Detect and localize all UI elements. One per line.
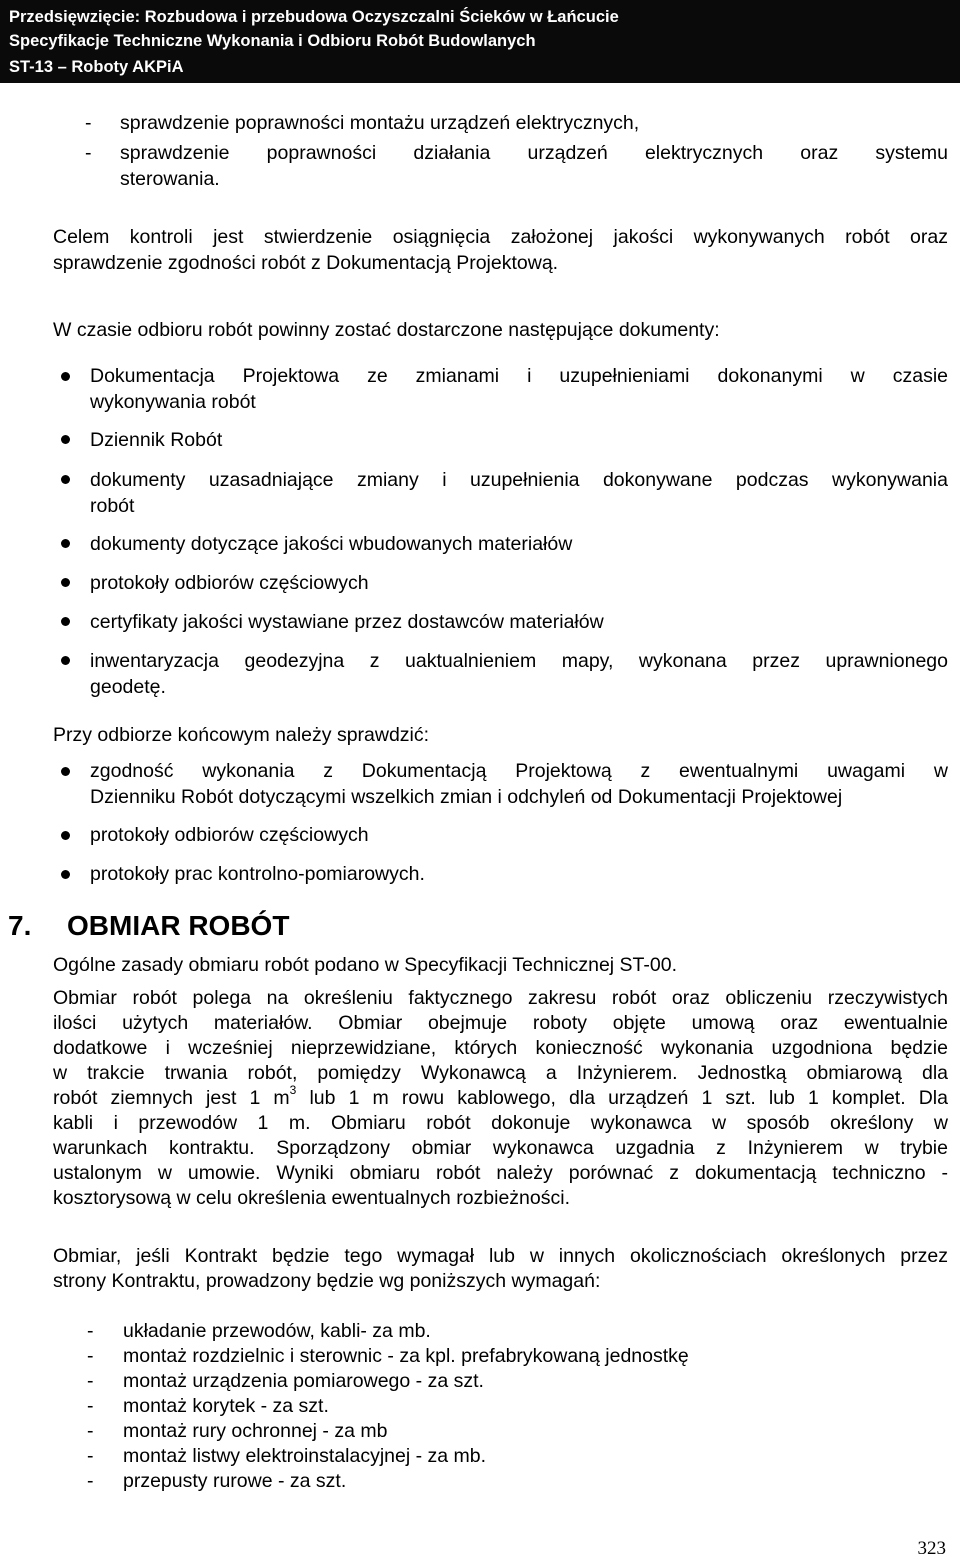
list-dash: - <box>87 1345 94 1367</box>
list-item-continuation: geodetę. <box>90 676 166 698</box>
paragraph-line: warunkach kontraktu. Sporządzony obmiar wykonawca uzgadnia z Inżynierem w trybie <box>53 1137 948 1159</box>
list-item-continuation: Dzienniku Robót dotyczącymi wszelkich zmian i odchyleń od Dokumentacji Projektowej <box>90 786 843 808</box>
list-item: montaż korytek - za szt. <box>123 1395 329 1417</box>
list-item: montaż listwy elektroinstalacyjnej - za mb. <box>123 1445 487 1467</box>
paragraph-line: Celem kontroli jest stwierdzenie osiągnięcia założonej jakości wykonywanych robót oraz <box>53 226 948 248</box>
documents-intro: W czasie odbioru robót powinny zostać dostarczone następujące dokumenty: <box>53 319 720 341</box>
section-general-rules: Ogólne zasady obmiaru robót podano w Specyfikacji Technicznej ST-00. <box>53 954 677 976</box>
list-dash: - <box>87 1445 94 1467</box>
header-spec-title: Specyfikacje Techniczne Wykonania i Odbioru Robót Budowlanych <box>9 32 536 50</box>
text-segment: robót ziemnych jest 1 m <box>53 1087 290 1109</box>
list-item: protokoły odbiorów częściowych <box>90 572 369 594</box>
list-item: dokumenty dotyczące jakości wbudowanych materiałów <box>90 533 573 555</box>
list-dash: - <box>87 1420 94 1442</box>
list-item: Dziennik Robót <box>90 429 223 451</box>
paragraph-line: kabli i przewodów 1 m. Obmiaru robót dokonuje wykonawca w sposób określony w <box>53 1112 948 1134</box>
list-item: certyfikaty jakości wystawiane przez dostawców materiałów <box>90 611 604 633</box>
bullet-icon <box>61 656 70 665</box>
list-item: inwentaryzacja geodezyjna z uaktualnieniem mapy, wykonana przez uprawnionego <box>90 650 948 672</box>
section-number: 7. <box>8 910 32 941</box>
paragraph-line: Obmiar robót polega na określeniu faktycznego zakresu robót oraz obliczeniu rzeczywistych <box>53 987 948 1009</box>
page-number: 323 <box>917 1538 946 1559</box>
paragraph-line: strony Kontraktu, prowadzony będzie wg poniższych wymagań: <box>53 1270 601 1292</box>
bullet-icon <box>61 372 70 381</box>
list-item: sprawdzenie poprawności montażu urządzeń elektrycznych, <box>120 112 640 134</box>
list-item: montaż rozdzielnic i sterownic - za kpl. prefabrykowaną jednostkę <box>123 1345 689 1367</box>
bullet-icon <box>61 475 70 484</box>
paragraph-line: ustalonym w umowie. Wyniki obmiaru robót należy porównać z dokumentacją techniczno - <box>53 1162 948 1184</box>
list-item: przepusty rurowe - za szt. <box>123 1470 347 1492</box>
list-item: montaż urządzenia pomiarowego - za szt. <box>123 1370 484 1392</box>
list-dash: - <box>87 1395 94 1417</box>
list-dash: - <box>85 112 92 134</box>
list-item: układanie przewodów, kabli- za mb. <box>123 1320 431 1342</box>
list-item-continuation: wykonywania robót <box>90 391 256 413</box>
list-dash: - <box>85 142 92 164</box>
bullet-icon <box>61 617 70 626</box>
paragraph-line: kosztorysową w celu określenia ewentualnych rozbieżności. <box>53 1187 570 1209</box>
text-segment: lub 1 m rowu kablowego, dla urządzeń 1 szt. lub 1 komplet. Dla <box>296 1087 948 1109</box>
bullet-icon <box>61 767 70 776</box>
paragraph-line: sprawdzenie zgodności robót z Dokumentacją Projektową. <box>53 252 559 274</box>
bullet-icon <box>61 578 70 587</box>
list-item: sprawdzenie poprawności działania urządzeń elektrycznych oraz systemu <box>120 142 948 164</box>
final-checks-intro: Przy odbiorze końcowym należy sprawdzić: <box>53 724 430 746</box>
bullet-icon <box>61 539 70 548</box>
bullet-icon <box>61 435 70 444</box>
header-section-code: ST-13 – Roboty AKPiA <box>9 58 184 76</box>
paragraph-line: w trakcie trwania robót, pomiędzy Wykonawcą a Inżynierem. Jednostką obmiarową dla <box>53 1062 948 1084</box>
paragraph-line <box>53 1082 948 1110</box>
paragraph-line: dodatkowe i wcześniej nieprzewidziane, których konieczność wykonania uzgodniona będzie <box>53 1037 948 1059</box>
list-item: montaż rury ochronnej - za mb <box>123 1420 388 1442</box>
list-item: Dokumentacja Projektowa ze zmianami i uzupełnieniami dokonanymi w czasie <box>90 365 948 387</box>
list-item-continuation: sterowania. <box>120 168 220 190</box>
list-item: dokumenty uzasadniające zmiany i uzupełnienia dokonywane podczas wykonywania <box>90 469 948 491</box>
paragraph-line: Obmiar, jeśli Kontrakt będzie tego wymagał lub w innych okolicznościach określonych przez <box>53 1245 948 1267</box>
superscript: 3 <box>289 1082 297 1097</box>
list-dash: - <box>87 1320 94 1342</box>
header-project-title: Przedsięwzięcie: Rozbudowa i przebudowa Oczyszczalni Ścieków w Łańcucie <box>9 8 619 26</box>
list-item: protokoły odbiorów częściowych <box>90 824 369 846</box>
section-title: OBMIAR ROBÓT <box>67 910 290 941</box>
list-dash: - <box>87 1470 94 1492</box>
list-item-continuation: robót <box>90 495 135 517</box>
paragraph-line: ilości użytych materiałów. Obmiar obejmuje roboty objęte umową oraz ewentualnie <box>53 1012 948 1034</box>
bullet-icon <box>61 870 70 879</box>
list-item: zgodność wykonania z Dokumentacją Projektową z ewentualnymi uwagami w <box>90 760 948 782</box>
list-dash: - <box>87 1370 94 1392</box>
list-item: protokoły prac kontrolno-pomiarowych. <box>90 863 425 885</box>
bullet-icon <box>61 831 70 840</box>
